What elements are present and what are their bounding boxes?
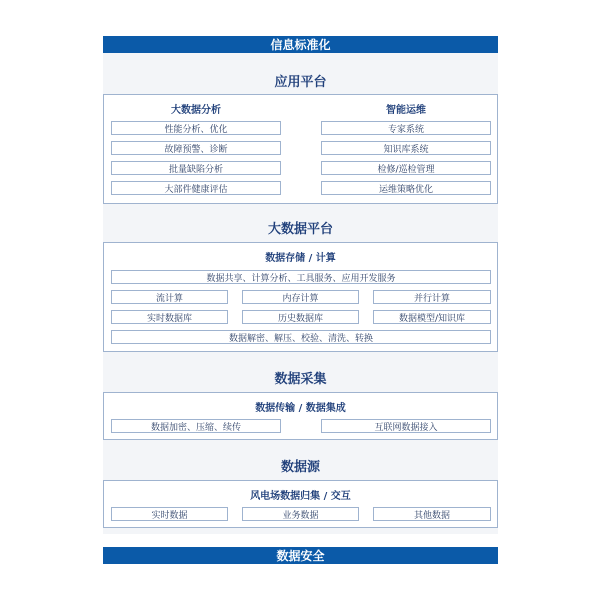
big-data-layer-title: 大数据平台 <box>267 222 333 237</box>
database-box: 实时数据库 <box>111 310 228 324</box>
collection-layer-title: 数据采集 <box>274 372 327 387</box>
big-data-analysis-heading: 大数据分析 <box>171 105 221 116</box>
storage-compute-heading: 数据存储 / 计算 <box>265 253 336 264</box>
database-box: 历史数据库 <box>242 310 359 324</box>
data-processing-box: 数据解密、解压、校验、清洗、转换 <box>111 330 491 344</box>
source-item: 实时数据 <box>111 507 228 521</box>
compute-box: 内存计算 <box>242 290 359 304</box>
app-left-item: 批量缺陷分析 <box>111 161 281 175</box>
compute-box: 并行计算 <box>373 290 491 304</box>
compute-box: 流计算 <box>111 290 228 304</box>
smart-ops-heading: 智能运维 <box>386 105 426 116</box>
app-right-item: 运维策略优化 <box>321 181 491 195</box>
transfer-integration-heading: 数据传输 / 数据集成 <box>255 403 346 414</box>
source-item: 业务数据 <box>242 507 359 521</box>
application-layer-title: 应用平台 <box>274 75 327 90</box>
info-standardization-bar: 信息标准化 <box>103 36 498 53</box>
app-right-item: 专家系统 <box>321 121 491 135</box>
database-box: 数据模型/知识库 <box>373 310 491 324</box>
app-left-item: 性能分析、优化 <box>111 121 281 135</box>
app-left-item: 故障预警、诊断 <box>111 141 281 155</box>
app-left-item: 大部件健康评估 <box>111 181 281 195</box>
data-security-bar: 数据安全 <box>103 547 498 564</box>
app-right-item: 知识库系统 <box>321 141 491 155</box>
source-layer-title: 数据源 <box>280 460 320 475</box>
services-box: 数据共享、计算分析、工具服务、应用开发服务 <box>111 270 491 284</box>
app-right-item: 检修/巡检管理 <box>321 161 491 175</box>
collection-item: 互联网数据接入 <box>321 419 491 433</box>
wind-farm-data-heading: 风电场数据归集 / 交互 <box>250 491 351 502</box>
collection-item: 数据加密、压缩、续传 <box>111 419 281 433</box>
source-item: 其他数据 <box>373 507 491 521</box>
